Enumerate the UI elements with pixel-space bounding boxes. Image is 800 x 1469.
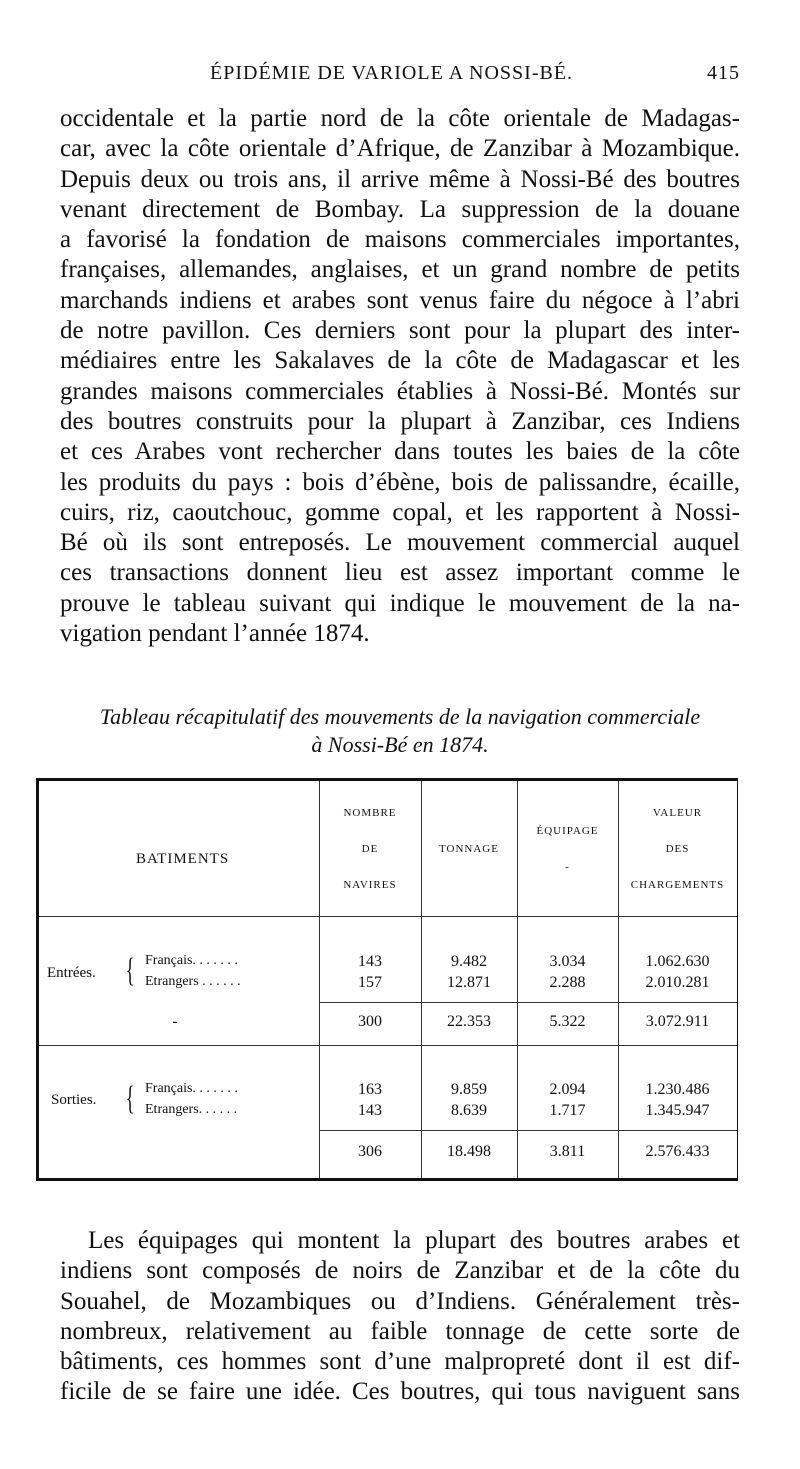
cell-tonnage: 9.859 xyxy=(451,1081,487,1098)
text-line: grandes maisons commerciales établies à Nossi-Bé. Montés sur xyxy=(60,377,740,405)
header-line: CHARGEMENTS xyxy=(630,878,725,891)
cell-navires: 143 xyxy=(358,953,382,970)
running-head xyxy=(60,62,740,90)
text-line: françaises, allemandes, anglaises, et un grand nombre de petits xyxy=(60,256,740,284)
header-line: NOMBRE xyxy=(343,806,397,819)
cell-total-navires: 300 xyxy=(358,1013,382,1030)
header-line: ÉQUIPAGE xyxy=(536,824,599,837)
text-line: cuirs, riz, caoutchouc, gomme copal, et les rapportent à Nossi- xyxy=(60,498,740,526)
text-line: les produits du pays : bois d’ébène, bois de palissandre, écaille, xyxy=(60,468,740,496)
text-line: a favorisé la fondation de maisons commerciales importantes, xyxy=(60,226,740,254)
group-rule xyxy=(39,1045,737,1046)
table-caption xyxy=(60,703,740,759)
cell-total-valeur: 3.072.911 xyxy=(645,1013,710,1030)
cell-navires: 143 xyxy=(358,1102,382,1119)
text-line: venant directement de Bombay. La suppression de la douane xyxy=(60,195,740,223)
text-line: médiaires entre les Sakalaves de la côte de Madagascar et les xyxy=(60,347,740,375)
text-line: des boutres construits pour la plupart à Zanzibar, ces Indiens xyxy=(60,407,740,435)
subtotal-rule xyxy=(319,1002,737,1003)
text-line: de notre pavillon. Ces derniers sont pour la plupart des inter- xyxy=(60,317,740,345)
cell-total-navires: 306 xyxy=(358,1143,382,1160)
header-rule xyxy=(39,916,737,917)
group-label-entrees: Entrées. xyxy=(47,965,96,981)
cell-total-valeur: 2.576.433 xyxy=(645,1143,710,1160)
header-navires xyxy=(319,781,421,916)
cell-equipage: 2.288 xyxy=(549,974,586,991)
header-mark: - xyxy=(565,860,570,873)
text-line: prouve le tableau suivant qui indique le mouvement de la na- xyxy=(60,589,740,617)
cell-total-tonnage: 18.498 xyxy=(447,1143,491,1160)
header-line: DES xyxy=(665,842,690,855)
total-mark: - xyxy=(172,1013,178,1030)
brace: { xyxy=(125,952,135,989)
cell-tonnage: 8.639 xyxy=(451,1102,487,1119)
text-line: bâtiments, ces hommes sont d’une malpropreté dont il est dif- xyxy=(60,1348,740,1376)
row-label: Français. . . . . . . xyxy=(145,1081,238,1096)
cell-tonnage: 9.482 xyxy=(451,953,487,970)
cell-total-tonnage: 22.353 xyxy=(447,1013,491,1030)
row-label: Etrangers. . . . . . xyxy=(145,1102,238,1117)
text-line: et ces Arabes vont rechercher dans toutes les baies de la côte xyxy=(60,438,740,466)
cell-valeur: 1.062.630 xyxy=(645,953,710,970)
cell-valeur: 2.010.281 xyxy=(645,974,710,991)
brace: { xyxy=(125,1080,135,1117)
text-line: nombreux, relativement au faible tonnage de cette sorte de xyxy=(60,1317,740,1345)
cell-tonnage: 12.871 xyxy=(447,974,491,991)
header-valeur xyxy=(618,781,737,916)
cell-equipage: 3.034 xyxy=(549,953,586,970)
group-label-sorties: Sorties. xyxy=(51,1092,97,1108)
page-number: 415 xyxy=(707,62,740,84)
cell-equipage: 2.094 xyxy=(549,1081,586,1098)
row-label: Etrangers . . . . . . xyxy=(145,974,241,989)
text-line: vigation pendant l’année 1874. xyxy=(60,620,370,648)
caption-line: Tableau récapitulatif des mouvements de la navigation commerciale xyxy=(99,704,701,729)
header-batiments: BATIMENTS xyxy=(136,851,230,867)
text-line: Souahel, de Mozambiques ou d’Indiens. Généralement très- xyxy=(60,1287,740,1315)
text-line: ficile de se faire une idée. Ces boutres, qui tous naviguent sans xyxy=(60,1378,740,1406)
text-line: ces transactions donnent lieu est assez important comme le xyxy=(60,559,740,587)
header-tonnage xyxy=(421,781,517,916)
caption-line: à Nossi-Bé en 1874. xyxy=(311,732,489,757)
cell-equipage: 1.717 xyxy=(549,1102,586,1119)
text-line: Bé où ils sont entreposés. Le mouvement commercial auquel xyxy=(60,529,740,557)
text-line: indiens sont composés de noirs de Zanzibar et de la côte du xyxy=(60,1257,740,1285)
navigation-table xyxy=(36,778,738,1181)
text-line: marchands indiens et arabes sont venus faire du négoce à l’abri xyxy=(60,286,740,314)
cell-navires: 163 xyxy=(358,1081,382,1098)
text-line: occidentale et la partie nord de la côte orientale de Madagas- xyxy=(60,105,740,132)
text-line: Depuis deux ou trois ans, il arrive même à Nossi-Bé des boutres xyxy=(60,165,740,193)
row-label: Français. . . . . . . xyxy=(145,953,238,968)
header-line: TONNAGE xyxy=(439,842,499,855)
running-title: ÉPIDÉMIE DE VARIOLE A NOSSI-BÉ. xyxy=(210,62,574,84)
cell-navires: 157 xyxy=(358,974,382,991)
cell-valeur: 1.230.486 xyxy=(645,1081,710,1098)
text-line: Les équipages qui montent la plupart des boutres arabes et xyxy=(88,1227,740,1254)
paragraph-2 xyxy=(60,1226,740,1408)
subtotal-rule xyxy=(319,1130,737,1131)
header-line: NAVIRES xyxy=(343,878,397,891)
cell-valeur: 1.345.947 xyxy=(645,1102,710,1119)
paragraph-1 xyxy=(60,104,740,649)
header-line: VALEUR xyxy=(652,806,703,819)
cell-total-equipage: 3.811 xyxy=(549,1143,586,1160)
header-equipage xyxy=(517,781,618,916)
cell-total-equipage: 5.322 xyxy=(549,1013,586,1030)
header-line: DE xyxy=(361,842,379,855)
text-line: car, avec la côte orientale d’Afrique, de Zanzibar à Mozambique. xyxy=(60,135,740,163)
